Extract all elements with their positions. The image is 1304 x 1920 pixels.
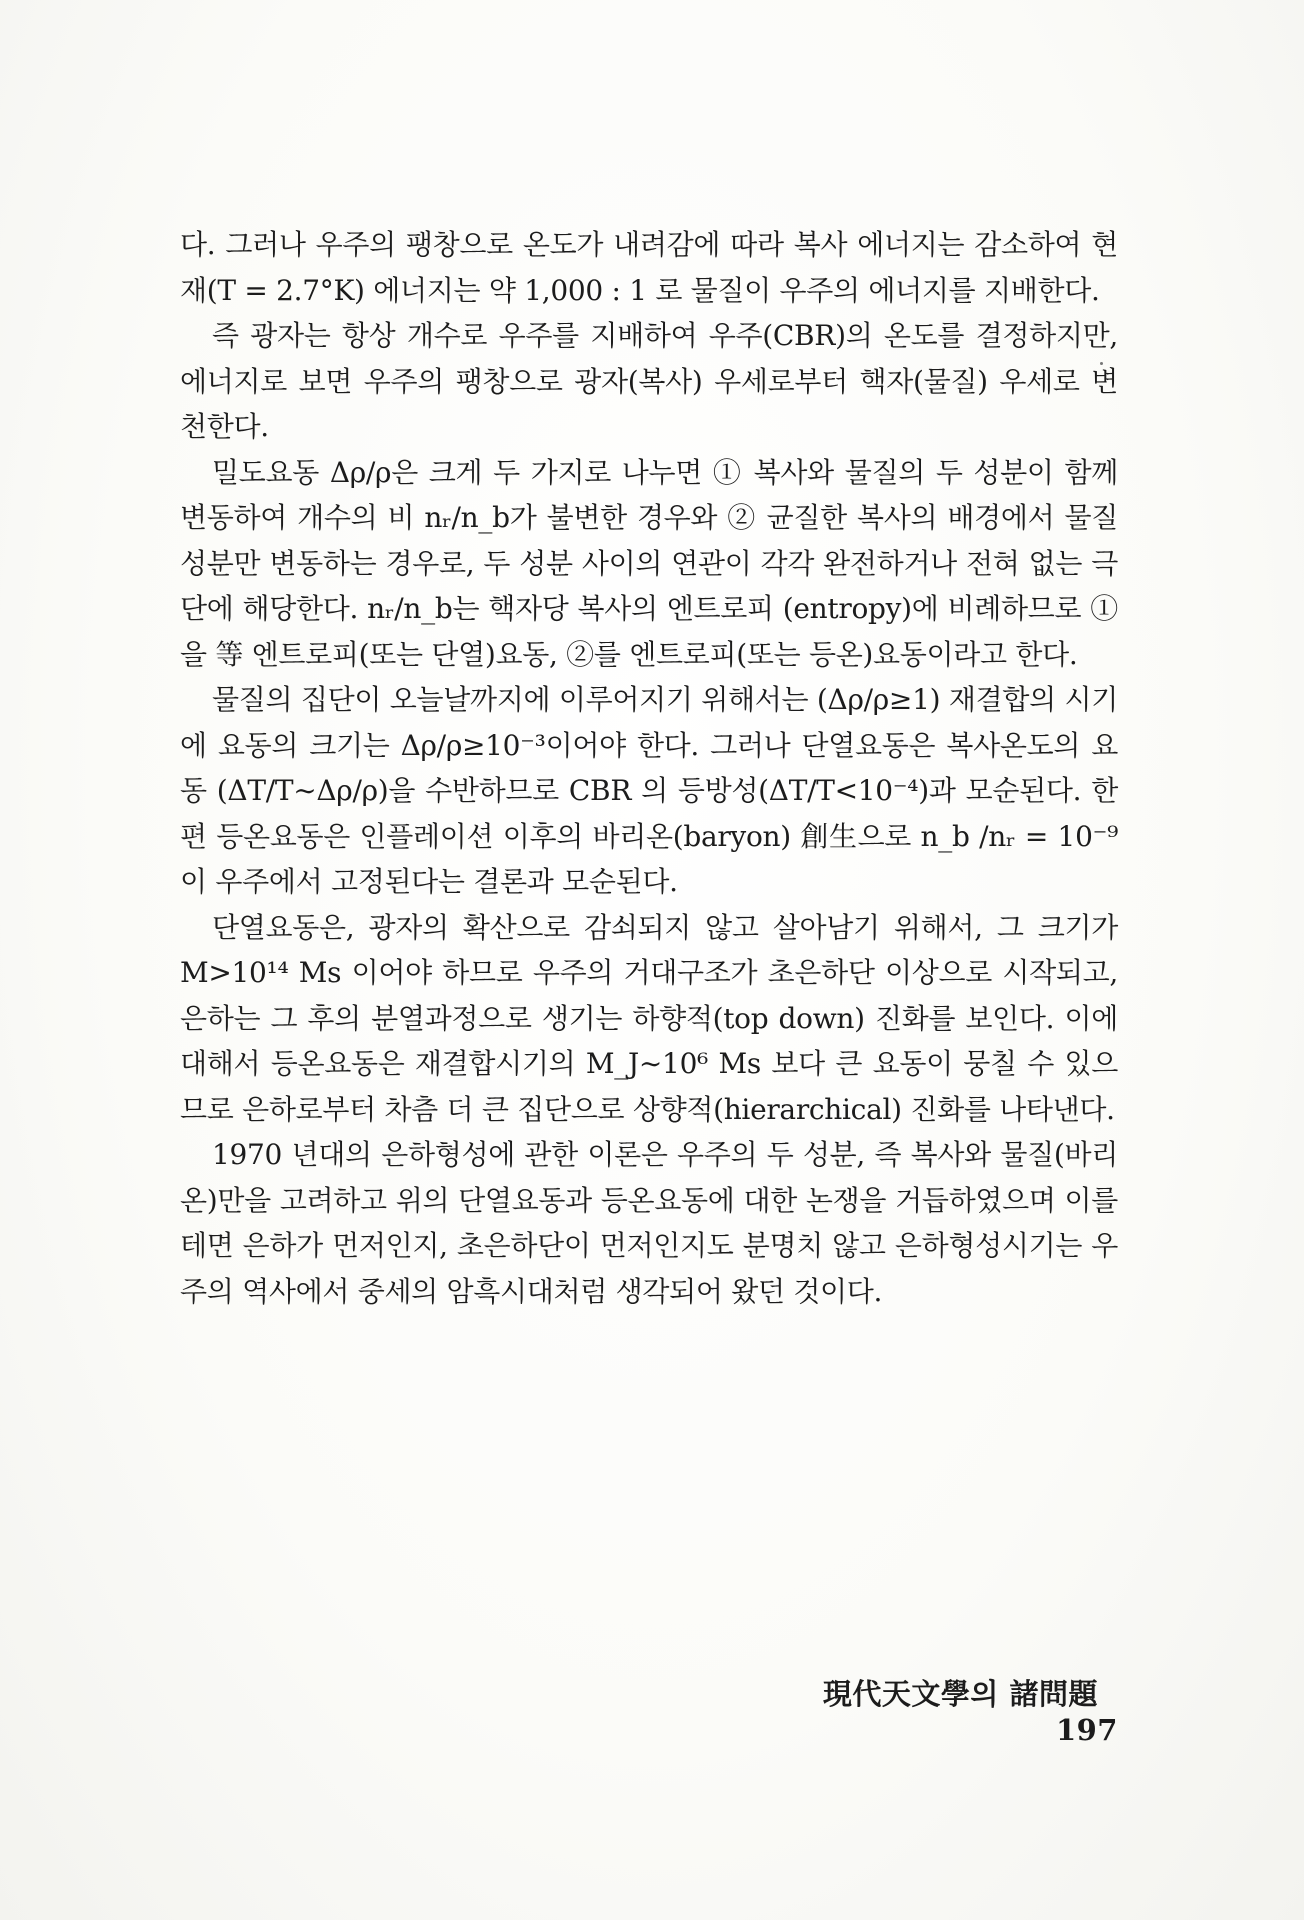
running-title: 現代天文學의 諸問題	[822, 1677, 1098, 1711]
body-text	[180, 222, 1118, 1314]
page-footer	[772, 1672, 1118, 1747]
paragraph-5: 단열요동은, 광자의 확산으로 감쇠되지 않고 살아남기 위해서, 그 크기가 M>10¹⁴ Ms 이어야 하므로 우주의 거대구조가 초은하단 이상으로 시작되고, 은하는 그 후의 분열과정으로 생기는 하향적(top down) 진화를 보인다. 이에 대해서 등온요동은 재결합시기의 M_J∼10⁶ Ms 보다 큰 요동이 뭉칠 수 있으므로 은하로부터 차츰 더 큰 집단으로 상향적(hierarchical) 진화를 나타낸다.	[180, 910, 1118, 1126]
page-number: 197	[1055, 1713, 1118, 1747]
paragraph-2: 즉 광자는 항상 개수로 우주를 지배하여 우주(CBR)의 온도를 결정하지만, 에너지로 보면 우주의 팽창으로 광자(복사) 우세로부터 핵자(물질) 우세로 변천한다.	[180, 319, 1118, 443]
paragraph-4: 물질의 집단이 오늘날까지에 이루어지기 위해서는 (Δρ/ρ≥1) 재결합의 시기에 요동의 크기는 Δρ/ρ≥10⁻³이어야 한다. 그러나 단열요동은 복사온도의 요동 (ΔT/T∼Δρ/ρ)을 수반하므로 CBR 의 등방성(ΔT/T<10⁻⁴)과 모순된다. 한편 등온요동은 인플레이션 이후의 바리온(baryon) 創生으로 n_b /nᵣ = 10⁻⁹이 우주에서 고정된다는 결론과 모순된다.	[180, 683, 1118, 898]
paragraph-6: 1970 년대의 은하형성에 관한 이론은 우주의 두 성분, 즉 복사와 물질(바리온)만을 고려하고 위의 단열요동과 등온요동에 대한 논쟁을 거듭하였으며 이를테면 은하가 먼저인지, 초은하단이 먼저인지도 분명치 않고 은하형성시기는 우주의 역사에서 중세의 암흑시대처럼 생각되어 왔던 것이다.	[180, 1138, 1118, 1308]
paragraph-3: 밀도요동 Δρ/ρ은 크게 두 가지로 나누면 ① 복사와 물질의 두 성분이 함께 변동하여 개수의 비 nᵣ/n_b가 불변한 경우와 ② 균질한 복사의 배경에서 물질성분만 변동하는 경우로, 두 성분 사이의 연관이 각각 완전하거나 전혀 없는 극단에 해당한다. nᵣ/n_b는 핵자당 복사의 엔트로피 (entropy)에 비례하므로 ①을 等 엔트로피(또는 단열)요동, ②를 엔트로피(또는 등온)요동이라고 한다.	[180, 455, 1118, 671]
paragraph-1: 다. 그러나 우주의 팽창으로 온도가 내려감에 따라 복사 에너지는 감소하여 현재(T = 2.7°K) 에너지는 약 1,000 : 1 로 물질이 우주의 에너지를 지배한다.	[180, 228, 1118, 307]
